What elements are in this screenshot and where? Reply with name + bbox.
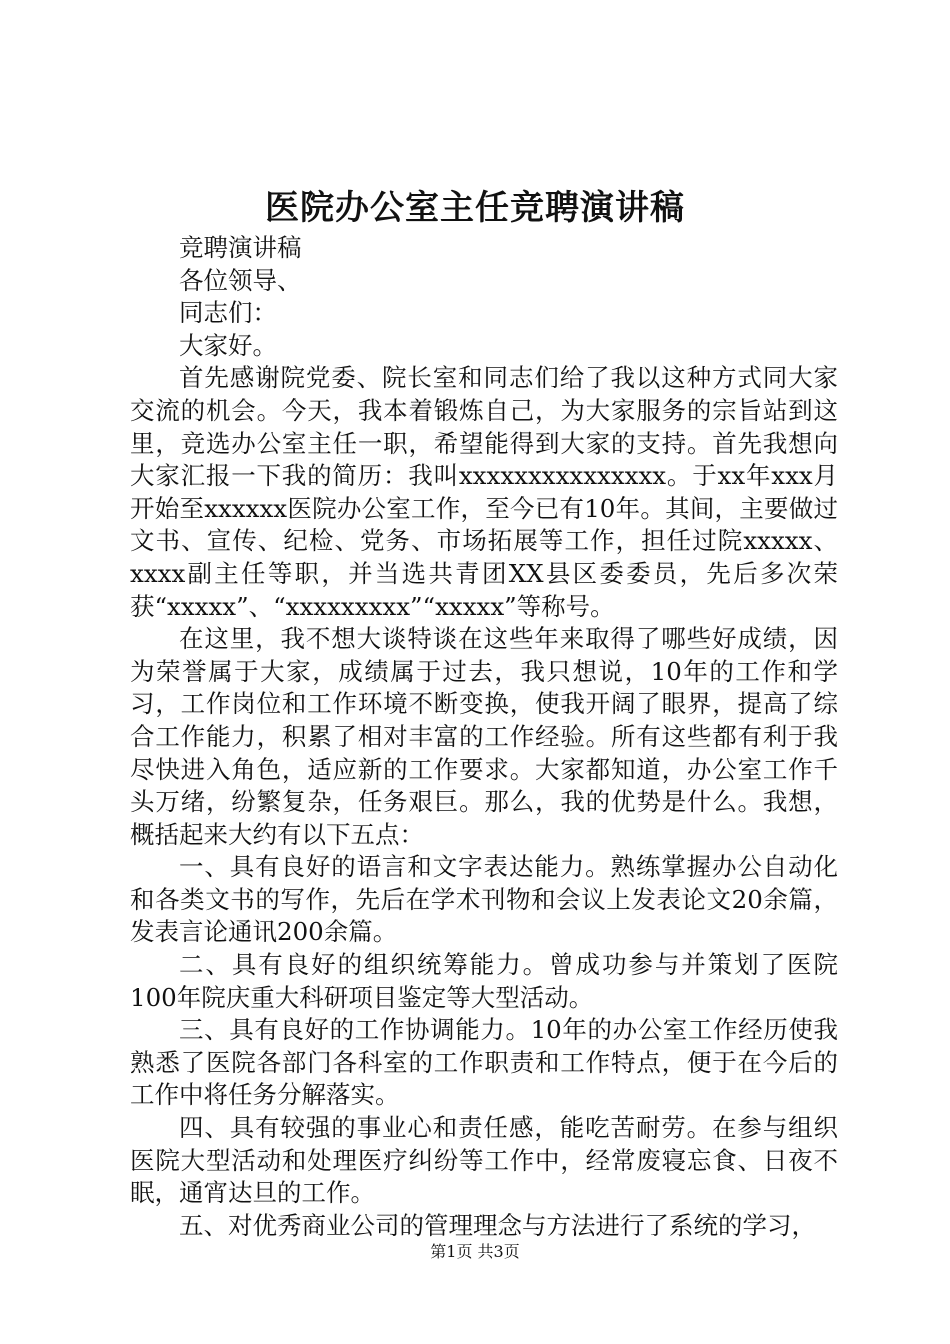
document-title: 医院办公室主任竞聘演讲稿 xyxy=(265,188,685,228)
paragraph-point-4: 四、具有较强的事业心和责任感，能吃苦耐劳。在参与组织医院大型活动和处理医疗纠纷等工作中，经常废寝忘食、日夜不眠，通宵达旦的工作。 xyxy=(130,1113,838,1208)
paragraph-experience: 在这里，我不想大谈特谈在这些年来取得了哪些好成绩，因为荣誉属于大家，成绩属于过去，我只想说，10年的工作和学习，工作岗位和工作环境不断变换，使我开阔了眼界，提高了综合工作能力，积累了相对丰富的工作经验。所有这些都有利于我尽快进入角色，适应新的工作要求。大家都知道，办公室工作千头万绪，纷繁复杂，任务艰巨。那么，我的优势是什么。我想，概括起来大约有以下五点： xyxy=(130,624,838,849)
paragraph-point-2: 二、具有良好的组织统筹能力。曾成功参与并策划了医院100年院庆重大科研项目鉴定等大型活动。 xyxy=(130,950,838,1012)
paragraph-greeting: 大家好。 xyxy=(179,330,277,360)
document-body xyxy=(130,232,838,1242)
paragraph-point-5: 五、对优秀商业公司的管理理念与方法进行了系统的学习， xyxy=(179,1210,816,1240)
page-number-footer: 第1页 共3页 xyxy=(430,1242,520,1261)
paragraph-introduction: 首先感谢院党委、院长室和同志们给了我以这种方式同大家交流的机会。今天，我本着锻炼自己，为大家服务的宗旨站到这里，竞选办公室主任一职，希望能得到大家的支持。首先我想向大家汇报一下我的简历：我叫xxxxxxxxxxxxxxx。于xx年xxx月开始至xxxxxx医院办公室工作，至今已有10年。其间，主要做过文书、宣传、纪检、党务、市场拓展等工作，担任过院xxxxx、xxxx副主任等职，并当选共青团XX县区委委员，先后多次荣获“xxxxx”、“xxxxxxxxx”“xxxxx”等称号。 xyxy=(130,363,838,621)
paragraph-point-3: 三、具有良好的工作协调能力。10年的办公室工作经历使我熟悉了医院各部门各科室的工作职责和工作特点，便于在今后的工作中将任务分解落实。 xyxy=(130,1015,838,1110)
paragraph-subtitle: 竞聘演讲稿 xyxy=(179,233,302,262)
paragraph-salutation-leaders: 各位领导、 xyxy=(179,265,302,295)
paragraph-salutation-comrades: 同志们： xyxy=(179,298,277,328)
paragraph-point-1: 一、具有良好的语言和文字表达能力。熟练掌握办公自动化和各类文书的写作，先后在学术刊物和会议上发表论文20余篇，发表言论通讯200余篇。 xyxy=(130,852,838,947)
